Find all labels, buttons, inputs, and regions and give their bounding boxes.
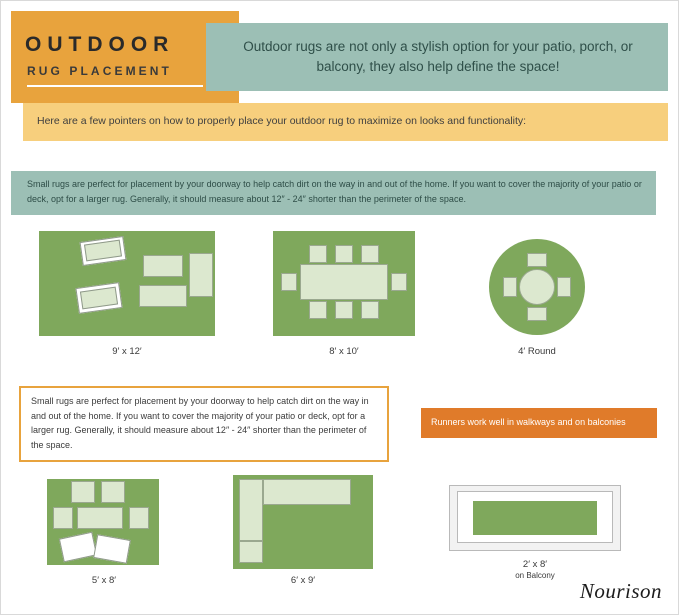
headline-block [206,23,668,91]
diagram-rug-9x12 [39,231,215,366]
intro-block [23,103,668,141]
tip-band-bottom [19,386,389,462]
furniture-dining-chair [281,273,297,291]
runner-band-text: Runners work well in walkways and on balconies [431,417,626,427]
furniture-ottoman [239,541,263,563]
rug-shape-runner [473,501,597,535]
furniture-chair [557,277,571,297]
diagram-caption: 8′ x 10′ [329,346,359,357]
intro-text: Here are a few pointers on how to properly place your outdoor rug to maximize on looks and functionality: [37,115,527,127]
diagram-caption: 6′ x 9′ [290,575,316,586]
furniture-chair [101,481,125,503]
page-title: OUTDOOR [25,33,175,56]
furniture-bench [139,285,187,307]
diagram-caption: 5′ x 8′ [91,575,117,586]
furniture-chair [53,507,73,529]
furniture-dining-chair [361,301,379,319]
furniture-dining-chair [309,301,327,319]
tip-band-bottom-text: Small rugs are perfect for placement by your doorway to help catch dirt on the way in and out of the home. If you want to cover the majority of your patio or deck, opt for a larger rug. Generally, it should measure about 12″ - 24″ shorter than the perimeter of the space. [31,396,369,450]
diagram-caption: 9′ x 12′ [112,346,142,357]
diagram-caption-sub: on Balcony [515,571,555,580]
tip-band-top-text: Small rugs are perfect for placement by your doorway to help catch dirt on the way in and out of the home. If you want to cover the majority of your patio or deck, opt for a larger rug. Generally, it should measure about 12″ - 24″ shorter than the perimeter of the space. [27,179,642,204]
title-divider [27,85,203,87]
furniture-dining-chair [335,245,353,263]
diagram-rug-6x9 [233,475,373,589]
furniture-chair [71,481,95,503]
diagram-rug-4-round [489,239,585,367]
runner-band [421,408,657,438]
furniture-dining-chair [391,273,407,291]
diagram-caption: 4′ Round [518,346,556,357]
title-block [11,11,239,103]
furniture-sofa [189,253,213,297]
brand-logo: Nourison [579,579,662,603]
furniture-table [77,507,123,529]
furniture-dining-chair [309,245,327,263]
headline-text: Outdoor rugs are not only a stylish option for your patio, porch, or balcony, they also help define the space! [243,39,633,74]
furniture-chair [503,277,517,297]
diagram-rug-8x10 [273,231,415,366]
furniture-table [143,255,183,277]
furniture-sectional-left [239,479,263,541]
diagram-caption: 2′ x 8′ [522,559,548,570]
diagram-rug-5x8 [39,479,169,589]
furniture-chair [527,307,547,321]
furniture-sectional-top [263,479,351,505]
furniture-dining-table [300,264,388,300]
furniture-round-table [519,269,555,305]
tip-band-top [11,171,656,215]
furniture-chair [527,253,547,267]
furniture-dining-chair [361,245,379,263]
page-subtitle: RUG PLACEMENT [27,64,172,78]
furniture-chair [129,507,149,529]
furniture-dining-chair [335,301,353,319]
